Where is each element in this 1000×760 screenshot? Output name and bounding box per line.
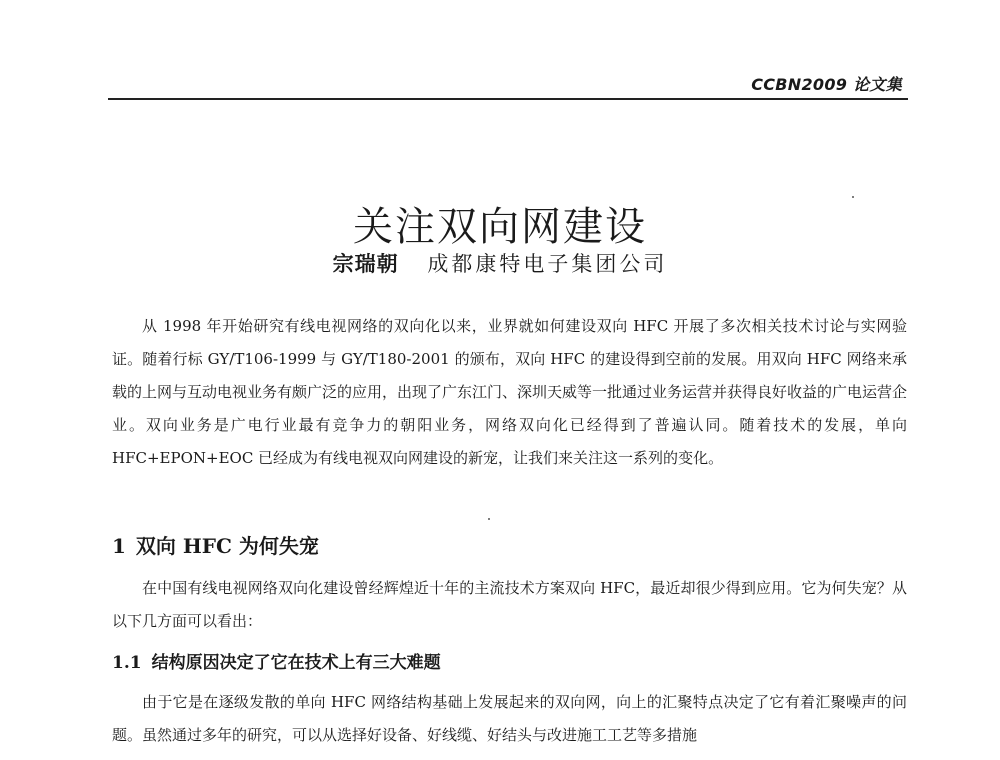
running-head: CCBN2009 论文集 [751,75,902,94]
article-title: 关注双向网建设 [353,203,647,250]
section-1-1-paragraph: 由于它是在逐级发散的单向 HFC 网络结构基础上发展起来的双向网，向上的汇聚特点决定了它有着汇聚噪声的问题。虽然通过多年的研究，可以从选择好设备、好线缆、好结头与改进施工工艺等多措施 [112,693,907,744]
section-1-title: 双向 HFC 为何失宠 [135,534,319,558]
author-affiliation: 成都康特电子集团公司 [427,252,668,276]
section-1-number: 1 [112,534,126,558]
section-1-1-number: 1.1 [112,653,142,673]
section-1-paragraph: 在中国有线电视网络双向化建设曾经辉煌近十年的主流技术方案双向 HFC，最近却很少得到应用。它为何失宠？从以下几方面可以看出： [112,579,907,630]
intro-paragraph: 从 1998 年开始研究有线电视网络的双向化以来，业界就如何建设双向 HFC 开展了多次相关技术讨论与实网验证。随着行标 GY/T106-1999 与 GY/T180-2001 的颁布，双向 HFC 的建设得到空前的发展。用双向 HFC 网络来承载的上网与互动电视业务有颇广泛的应用，出现了广东江门、深圳天威等一批通过业务运营并获得良好收益的广电运营企业。双向业务是广电行业最有竞争力的朝阳业务，网络双向化已经得到了普遍认同。随着技术的发展，单向 HFC+EPON+EOC 已经成为有线电视双向网建设的新宠，让我们来关注这一系列的变化。 [112,317,908,467]
author-name: 宗瑞朝 [332,251,399,276]
section-1-1-heading [112,648,441,673]
byline [0,248,1000,278]
section-1-1-title: 结构原因决定了它在技术上有三大难题 [151,653,441,673]
section-1-heading [112,530,319,559]
scan-speck [852,196,854,198]
header-rule [108,98,908,100]
scan-speck [488,518,490,520]
